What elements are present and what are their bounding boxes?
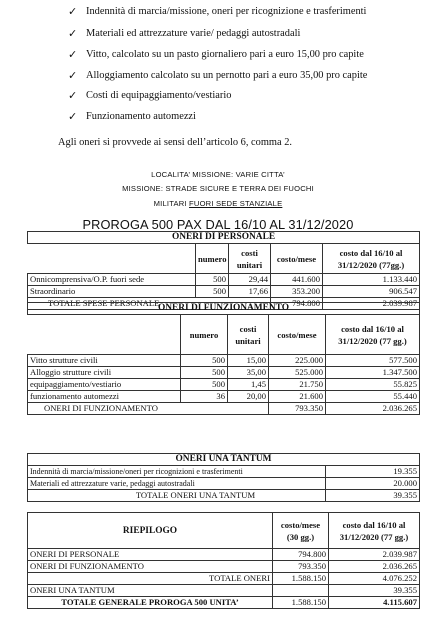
table-row: equipaggiamento/vestiario 500 1,45 21.750 55.825	[28, 379, 420, 391]
table-row: ONERI UNA TANTUM 39.355	[28, 585, 420, 597]
list-item: ✓ Alloggiamento calcolato su un pernotto pari a euro 35,00 pro capite	[68, 66, 367, 86]
riepilogo-table	[27, 512, 420, 609]
mission-name: MISSIONE: STRADE SICURE E TERRA DEI FUOCHI	[122, 184, 314, 193]
mission-location: LOCALITA’ MISSIONE: VARIE CITTA’	[151, 170, 285, 179]
table-row: Onnicomprensiva/O.P. fuori sede 500 29,44 441.600 1.133.440	[28, 274, 420, 286]
list-item: ✓ Vitto, calcolato su un pasto giornaliero pari a euro 15,00 pro capite	[68, 45, 364, 65]
personale-table	[27, 231, 420, 310]
list-item: ✓ Indennità di marcia/missione, oneri per ricognizione e trasferimenti	[68, 2, 366, 22]
mission-personnel: MILITARI FUORI SEDE STANZIALE	[153, 199, 283, 208]
checkmark-icon: ✓	[68, 90, 78, 102]
column-headers: numero costi unitari costo/mese costo dal 16/10 al 31/12/2020 (77gg.)	[28, 244, 420, 274]
column-headers: numero costi unitari costo/mese costo dal 16/10 al 31/12/2020 (77 gg.)	[28, 315, 420, 355]
checkmark-icon: ✓	[68, 49, 78, 61]
una-tantum-table	[27, 453, 420, 502]
table-row: ONERI DI FUNZIONAMENTO 793.350 2.036.265	[28, 561, 420, 573]
table-row: Indennità di marcia/missione/oneri per ricognizioni e trasferimenti 19.355	[28, 466, 420, 478]
funding-note: Agli oneri si provvede ai sensi dell’articolo 6, comma 2.	[58, 137, 293, 148]
checkmark-icon: ✓	[68, 111, 78, 123]
table-row: Alloggio strutture civili 500 35,00 525.000 1.347.500	[28, 367, 420, 379]
column-headers: RIEPILOGO costo/mese (30 gg.) costo dal 16/10 al 31/12/2020 (77 gg.)	[28, 513, 420, 549]
table-row: ONERI DI PERSONALE 794.800 2.039.987	[28, 549, 420, 561]
total-row: TOTALE ONERI 1.588.150 4.076.252	[28, 573, 420, 585]
list-item: ✓ Costi di equipaggiamento/vestiario	[68, 86, 231, 106]
total-row: TOTALE ONERI UNA TANTUM 39.355	[28, 490, 420, 502]
table-row: Straordinario 500 17,66 353.200 906.547	[28, 286, 420, 298]
table-row: funzionamento automezzi 36 20,00 21.600 55.440	[28, 391, 420, 403]
table-row: Materiali ed attrezzature varie, pedaggi autostradali 20.000	[28, 478, 420, 490]
section-header: ONERI UNA TANTUM	[28, 454, 420, 466]
checkmark-icon: ✓	[68, 70, 78, 82]
list-item: ✓ Materiali ed attrezzature varie/ pedaggi autostradali	[68, 24, 300, 44]
table-row: Vitto strutture civili 500 15,00 225.000 577.500	[28, 355, 420, 367]
section-header: ONERI DI PERSONALE	[28, 232, 420, 244]
grand-total-row: TOTALE GENERALE PROROGA 500 UNITA’ 1.588.150 4.115.607	[28, 597, 420, 609]
section-header: ONERI DI FUNZIONAMENTO	[28, 303, 420, 315]
checkmark-icon: ✓	[68, 28, 78, 40]
funzionamento-table	[27, 302, 420, 415]
page-title: PROROGA 500 PAX DAL 16/10 AL 31/12/2020	[82, 217, 354, 232]
total-row: TOTALE SPESE PERSONALE 794.800 2.039.987	[28, 298, 420, 310]
checkmark-icon: ✓	[68, 6, 78, 18]
total-row: ONERI DI FUNZIONAMENTO 793.350 2.036.265	[28, 403, 420, 415]
list-item: ✓ Funzionamento automezzi	[68, 107, 196, 127]
